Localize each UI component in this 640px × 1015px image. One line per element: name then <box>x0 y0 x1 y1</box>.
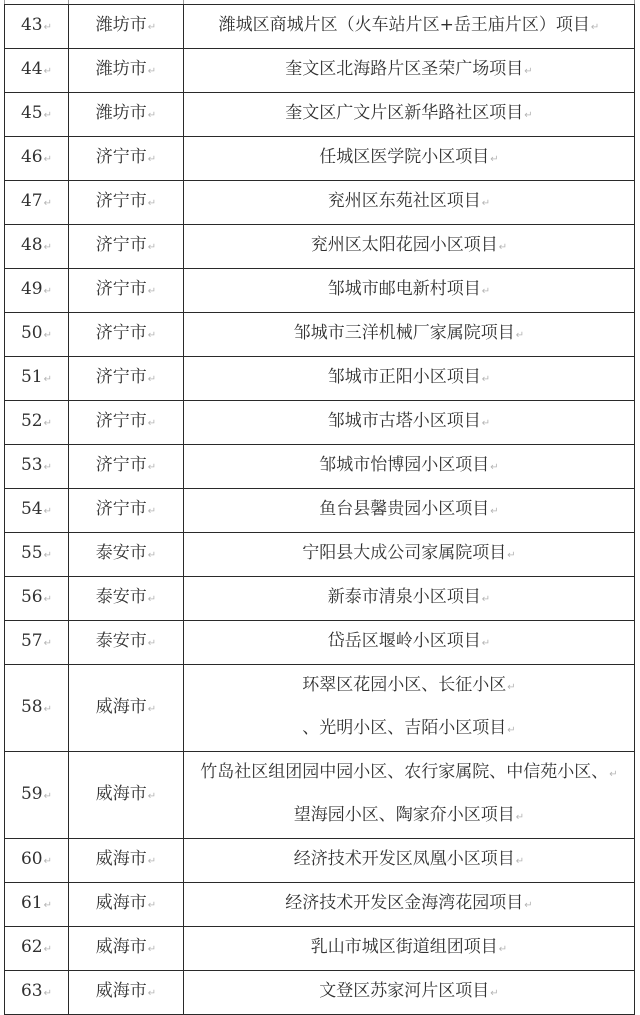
paragraph-mark-icon: ↵ <box>481 286 491 297</box>
cell-text: 威海市↵ <box>95 849 157 869</box>
table-row <box>5 839 635 883</box>
project-cell <box>184 927 635 971</box>
paragraph-mark-icon: ↵ <box>481 594 491 605</box>
paragraph-mark-icon: ↵ <box>43 944 53 955</box>
table-row <box>5 357 635 401</box>
paragraph-mark-icon: ↵ <box>43 988 53 999</box>
paragraph-mark-icon: ↵ <box>524 900 533 911</box>
cell-text: 潍城区商城片区（火车站片区+岳王庙片区）项目↵ <box>218 15 600 35</box>
city-cell <box>69 49 184 93</box>
paragraph-mark-icon: ↵ <box>524 66 533 77</box>
cell-text: 威海市↵ <box>95 937 157 957</box>
row-number-cell <box>5 927 69 971</box>
city-cell <box>69 445 184 489</box>
city-cell <box>69 181 184 225</box>
row-number-cell <box>5 883 69 927</box>
cell-text: 济宁市↵ <box>95 411 157 431</box>
city-cell <box>69 137 184 181</box>
paragraph-mark-icon: ↵ <box>43 374 53 385</box>
table-row <box>5 665 635 752</box>
paragraph-mark-icon: ↵ <box>43 418 53 429</box>
cell-text: 济宁市↵ <box>95 499 157 519</box>
project-cell <box>184 137 635 181</box>
cell-text: 48↵ <box>20 235 53 255</box>
paragraph-mark-icon: ↵ <box>147 110 157 121</box>
project-cell <box>184 401 635 445</box>
city-cell <box>69 971 184 1015</box>
paragraph-mark-icon: ↵ <box>147 703 157 715</box>
table-row <box>5 5 635 49</box>
row-number-cell <box>5 621 69 665</box>
row-number-cell <box>5 533 69 577</box>
cell-text: 55↵ <box>20 543 53 563</box>
table-row <box>5 401 635 445</box>
project-cell <box>184 971 635 1015</box>
project-cell <box>184 883 635 927</box>
cell-text: 宁阳县大成公司家属院项目↵ <box>302 543 516 563</box>
paragraph-mark-icon: ↵ <box>490 462 499 473</box>
table-row <box>5 489 635 533</box>
cell-text: 济宁市↵ <box>95 323 157 343</box>
project-cell <box>184 665 635 752</box>
row-number-cell <box>5 489 69 533</box>
cell-text: 环翠区花园小区、长征小区↵ <box>302 675 516 695</box>
paragraph-mark-icon: ↵ <box>515 330 525 341</box>
paragraph-mark-icon: ↵ <box>498 242 508 253</box>
table-row <box>5 93 635 137</box>
cell-text: 46↵ <box>20 147 53 167</box>
paragraph-mark-icon: ↵ <box>481 638 491 649</box>
cell-text: 、光明小区、吉陌小区项目↵ <box>302 718 516 738</box>
table-row <box>5 752 635 839</box>
paragraph-mark-icon: ↵ <box>147 418 157 429</box>
paragraph-mark-icon: ↵ <box>43 154 53 165</box>
cell-text: 泰安市↵ <box>95 631 157 651</box>
paragraph-mark-icon: ↵ <box>43 330 53 341</box>
cell-text: 44↵ <box>20 59 53 79</box>
project-cell <box>184 225 635 269</box>
project-cell <box>184 49 635 93</box>
cell-text: 奎文区广文片区新华路社区项目↵ <box>285 103 533 123</box>
project-cell <box>184 5 635 49</box>
cell-text: 兖州区太阳花园小区项目↵ <box>310 235 508 255</box>
cell-text: 文登区苏家河片区项目↵ <box>319 981 499 1001</box>
cell-text: 济宁市↵ <box>95 279 157 299</box>
paragraph-mark-icon: ↵ <box>147 638 157 649</box>
paragraph-mark-icon: ↵ <box>43 594 53 605</box>
paragraph-mark-icon: ↵ <box>43 242 53 253</box>
cell-text: 济宁市↵ <box>95 191 157 211</box>
table-row <box>5 49 635 93</box>
cell-text: 奎文区北海路片区圣荣广场项目↵ <box>285 59 533 79</box>
row-number-cell <box>5 5 69 49</box>
cell-text: 威海市↵ <box>95 696 157 717</box>
paragraph-mark-icon: ↵ <box>507 550 516 561</box>
project-table-body <box>5 5 635 1015</box>
city-cell <box>69 883 184 927</box>
cell-text: 济宁市↵ <box>95 367 157 387</box>
table-row <box>5 883 635 927</box>
project-cell <box>184 621 635 665</box>
city-cell <box>69 5 184 49</box>
row-number-cell <box>5 357 69 401</box>
row-number-cell <box>5 181 69 225</box>
city-cell <box>69 927 184 971</box>
paragraph-mark-icon: ↵ <box>507 725 516 736</box>
paragraph-mark-icon: ↵ <box>147 856 157 867</box>
cell-text: 济宁市↵ <box>95 455 157 475</box>
city-cell <box>69 621 184 665</box>
city-cell <box>69 533 184 577</box>
paragraph-mark-icon: ↵ <box>43 638 53 649</box>
cell-text: 潍坊市↵ <box>95 15 157 35</box>
cell-text: 威海市↵ <box>95 893 157 913</box>
cell-text: 60↵ <box>20 849 53 869</box>
city-cell <box>69 752 184 839</box>
row-number-cell <box>5 137 69 181</box>
paragraph-mark-icon: ↵ <box>43 22 53 33</box>
paragraph-mark-icon: ↵ <box>43 198 53 209</box>
city-cell <box>69 665 184 752</box>
row-number-cell <box>5 839 69 883</box>
paragraph-mark-icon: ↵ <box>490 506 499 517</box>
paragraph-mark-icon: ↵ <box>43 790 53 802</box>
cell-text: 威海市↵ <box>95 981 157 1001</box>
paragraph-mark-icon: ↵ <box>43 66 53 77</box>
cell-text: 泰安市↵ <box>95 543 157 563</box>
row-number-cell <box>5 401 69 445</box>
cell-text: 62↵ <box>20 937 53 957</box>
cell-text: 59↵ <box>20 783 53 804</box>
cell-text: 潍坊市↵ <box>95 103 157 123</box>
paragraph-mark-icon: ↵ <box>481 418 491 429</box>
paragraph-mark-icon: ↵ <box>498 944 508 955</box>
cell-text: 邹城市古塔小区项目↵ <box>327 411 491 431</box>
cell-text: 43↵ <box>20 15 53 35</box>
cell-text: 57↵ <box>20 631 53 651</box>
paragraph-mark-icon: ↵ <box>43 506 53 517</box>
paragraph-mark-icon: ↵ <box>147 944 157 955</box>
cell-text: 邹城市怡博园小区项目↵ <box>319 455 499 475</box>
paragraph-mark-icon: ↵ <box>43 900 53 911</box>
cell-text: 56↵ <box>20 587 53 607</box>
project-cell <box>184 752 635 839</box>
row-number-cell <box>5 971 69 1015</box>
cell-text: 49↵ <box>20 279 53 299</box>
paragraph-mark-icon: ↵ <box>147 462 157 473</box>
city-cell <box>69 313 184 357</box>
cell-text: 53↵ <box>20 455 53 475</box>
paragraph-mark-icon: ↵ <box>43 462 53 473</box>
paragraph-mark-icon: ↵ <box>609 769 618 780</box>
table-row <box>5 269 635 313</box>
project-cell <box>184 93 635 137</box>
table-row <box>5 181 635 225</box>
cell-text: 51↵ <box>20 367 53 387</box>
cell-text: 济宁市↵ <box>95 147 157 167</box>
paragraph-mark-icon: ↵ <box>147 374 157 385</box>
row-number-cell <box>5 577 69 621</box>
paragraph-mark-icon: ↵ <box>147 198 157 209</box>
paragraph-mark-icon: ↵ <box>43 110 53 121</box>
project-cell <box>184 489 635 533</box>
row-number-cell <box>5 445 69 489</box>
row-number-cell <box>5 225 69 269</box>
table-row <box>5 137 635 181</box>
row-number-cell <box>5 665 69 752</box>
paragraph-mark-icon: ↵ <box>147 790 157 802</box>
project-cell <box>184 269 635 313</box>
cell-text: 经济技术开发区金海湾花园项目↵ <box>285 893 533 913</box>
cell-text: 邹城市邮电新村项目↵ <box>327 279 491 299</box>
cell-text: 鱼台县馨贵园小区项目↵ <box>319 499 499 519</box>
cell-text: 任城区医学院小区项目↵ <box>319 147 499 167</box>
paragraph-mark-icon: ↵ <box>147 550 157 561</box>
city-cell <box>69 839 184 883</box>
cell-text: 兖州区东苑社区项目↵ <box>327 191 491 211</box>
cell-text: 58↵ <box>20 696 53 717</box>
paragraph-mark-icon: ↵ <box>147 900 157 911</box>
paragraph-mark-icon: ↵ <box>590 22 600 33</box>
cell-text: 望海园小区、陶家夼小区项目↵ <box>293 805 525 825</box>
project-cell <box>184 357 635 401</box>
paragraph-mark-icon: ↵ <box>147 154 157 165</box>
cell-text: 新泰市清泉小区项目↵ <box>327 587 491 607</box>
cell-text: 52↵ <box>20 411 53 431</box>
city-cell <box>69 269 184 313</box>
city-cell <box>69 577 184 621</box>
paragraph-mark-icon: ↵ <box>515 812 525 823</box>
paragraph-mark-icon: ↵ <box>490 154 499 165</box>
city-cell <box>69 357 184 401</box>
paragraph-mark-icon: ↵ <box>524 110 533 121</box>
paragraph-mark-icon: ↵ <box>147 594 157 605</box>
project-cell <box>184 445 635 489</box>
cell-text: 乳山市城区街道组团项目↵ <box>310 937 508 957</box>
cell-text: 威海市↵ <box>95 783 157 804</box>
city-cell <box>69 225 184 269</box>
cell-text: 岱岳区堰岭小区项目↵ <box>327 631 491 651</box>
cell-text: 63↵ <box>20 981 53 1001</box>
table-row <box>5 533 635 577</box>
paragraph-mark-icon: ↵ <box>147 988 157 999</box>
city-cell <box>69 489 184 533</box>
cell-text: 泰安市↵ <box>95 587 157 607</box>
paragraph-mark-icon: ↵ <box>490 988 499 999</box>
table-row <box>5 313 635 357</box>
cell-text: 潍坊市↵ <box>95 59 157 79</box>
project-cell <box>184 577 635 621</box>
project-cell <box>184 313 635 357</box>
row-number-cell <box>5 93 69 137</box>
table-row <box>5 971 635 1015</box>
cell-text: 邹城市正阳小区项目↵ <box>327 367 491 387</box>
city-cell <box>69 401 184 445</box>
table-row <box>5 577 635 621</box>
cell-text: 50↵ <box>20 323 53 343</box>
cell-text: 61↵ <box>20 893 53 913</box>
paragraph-mark-icon: ↵ <box>147 22 157 33</box>
cell-text: 邹城市三洋机械厂家属院项目↵ <box>293 323 525 343</box>
project-cell <box>184 533 635 577</box>
cell-text: 54↵ <box>20 499 53 519</box>
city-cell <box>69 93 184 137</box>
paragraph-mark-icon: ↵ <box>43 856 53 867</box>
paragraph-mark-icon: ↵ <box>147 242 157 253</box>
row-number-cell <box>5 49 69 93</box>
paragraph-mark-icon: ↵ <box>507 682 516 693</box>
paragraph-mark-icon: ↵ <box>43 550 53 561</box>
project-table <box>4 4 635 1015</box>
paragraph-mark-icon: ↵ <box>515 856 525 867</box>
paragraph-mark-icon: ↵ <box>481 198 491 209</box>
row-number-cell <box>5 752 69 839</box>
project-cell <box>184 839 635 883</box>
table-row <box>5 445 635 489</box>
cell-text: 竹岛社区组团园中园小区、农行家属院、中信苑小区、↵ <box>200 762 618 782</box>
cell-text: 47↵ <box>20 191 53 211</box>
paragraph-mark-icon: ↵ <box>147 330 157 341</box>
table-row <box>5 621 635 665</box>
cell-text: 经济技术开发区凤凰小区项目↵ <box>293 849 525 869</box>
paragraph-mark-icon: ↵ <box>481 374 491 385</box>
paragraph-mark-icon: ↵ <box>147 286 157 297</box>
cell-text: 45↵ <box>20 103 53 123</box>
cell-text: 济宁市↵ <box>95 235 157 255</box>
table-row <box>5 927 635 971</box>
row-number-cell <box>5 269 69 313</box>
table-row <box>5 225 635 269</box>
paragraph-mark-icon: ↵ <box>43 703 53 715</box>
paragraph-mark-icon: ↵ <box>43 286 53 297</box>
paragraph-mark-icon: ↵ <box>147 506 157 517</box>
row-number-cell <box>5 313 69 357</box>
project-cell <box>184 181 635 225</box>
paragraph-mark-icon: ↵ <box>147 66 157 77</box>
